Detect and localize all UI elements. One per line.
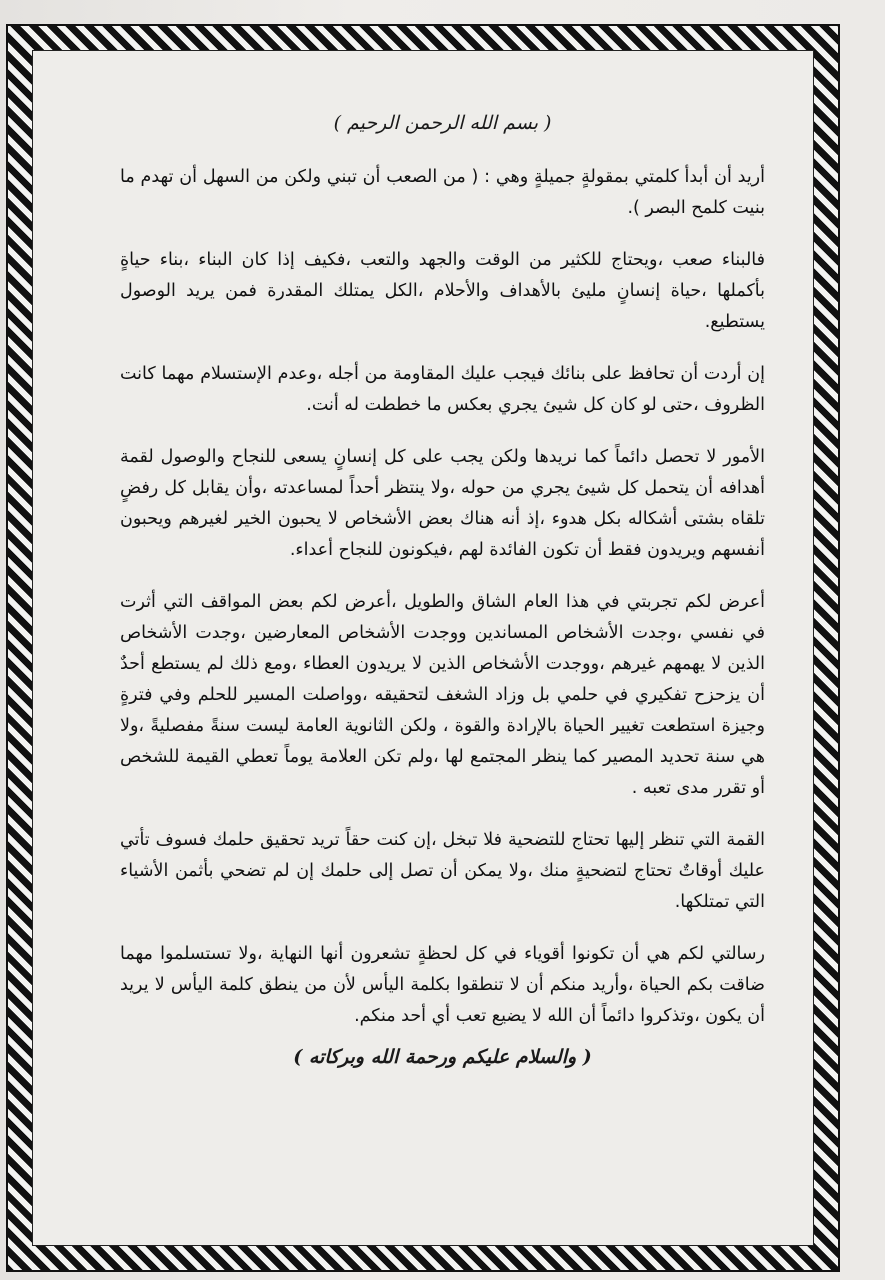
paragraph-3: إن أردت أن تحافظ على بنائك فيجب عليك المقاومة من أجله ،وعدم الإستسلام مهما كانت الظروف ،حتى لو كان كل شيئ يجري بعكس ما خططت له أنت. [120, 364, 765, 415]
paragraph-7: رسالتي لكم هي أن تكونوا أقوياء في كل لحظةٍ تشعرون أنها النهاية ،ولا تستسلموا مهما ضاقت بكم الحياة ،وأريد منكم أن لا تنطقوا بكلمة اليأس لأن من ينطق كلمة اليأس لا يريد أن يكون ،وتذكروا دائماً أن الله لا يضيع تعب أي أحد منكم. [120, 944, 765, 1026]
paragraph-5: أعرض لكم تجربتي في هذا العام الشاق والطويل ،أعرض لكم بعض المواقف التي أثرت في نفسي ،وجدت الأشخاص المساندين ووجدت الأشخاص المعارضين ،وجدت الأشخاص الذين لا يهمهم غيرهم ،ووجدت الأشخاص الذين لا يريدون العطاء ،ومع ذلك لم يستطع أحدٌ أن يزحزح تفكيري في حلمي بل وزاد الشغف لتحقيقه ،وواصلت المسير للحلم وفي فترةٍ وجيزة استطعت تغيير الحياة بالإرادة والقوة ، ولكن الثانوية العامة ليست سنةً مفصليةً ،ولا هي سنة تحديد المصير كما ينظر المجتمع لها ،ولم تكن العلامة يوماً تعطي القيمة للشخص أو تقرر مدى تعبه . [120, 592, 765, 798]
paragraph-2: فالبناء صعب ،ويحتاج للكثير من الوقت والجهد والتعب ،فكيف إذا كان البناء ،بناء حياةٍ بأكملها ،حياة إنسانٍ مليئ بالأهداف والأحلام ،الكل يمتلك المقدرة فمن يريد الوصول يستطيع. [120, 250, 765, 332]
basmala-heading: ( بسم الله الرحمن الرحيم ) [333, 112, 552, 134]
letter-body [120, 162, 765, 1053]
paragraph-6: القمة التي تنظر إليها تحتاج للتضحية فلا تبخل ،إن كنت حقاً تريد تحقيق حلمك فسوف تأتي عليك أوقاتٌ تحتاج لتضحيةٍ منك ،ولا يمكن أن تصل إلى حلمك إن لم تضحي بأثمن الأشياء التي تمتلكها. [120, 830, 765, 912]
paragraph-4: الأمور لا تحصل دائماً كما نريدها ولكن يجب على كل إنسانٍ يسعى للنجاح والوصول لقمة أهدافه أن يتحمل كل شيئ يجري من حوله ،ولا ينتظر أحداً لمساعدته ،وأن يقابل كل رفضٍ تلقاه بشتى أشكاله بكل هدوء ،إذ أنه هناك بعض الأشخاص لا يحبون الخير لغيرهم ويحبون أنفسهم ويريدون فقط أن تكون الفائدة لهم ،فيكونون للنجاح أعداء. [120, 447, 765, 560]
paragraph-1: أريد أن أبدأ كلمتي بمقولةٍ جميلةٍ وهي : ( من الصعب أن تبني ولكن من السهل أن تهدم ما بنيت كلمح البصر ). [120, 167, 765, 218]
closing-salutation: ( والسلام عليكم ورحمة الله وبركاته ) [293, 1046, 592, 1068]
